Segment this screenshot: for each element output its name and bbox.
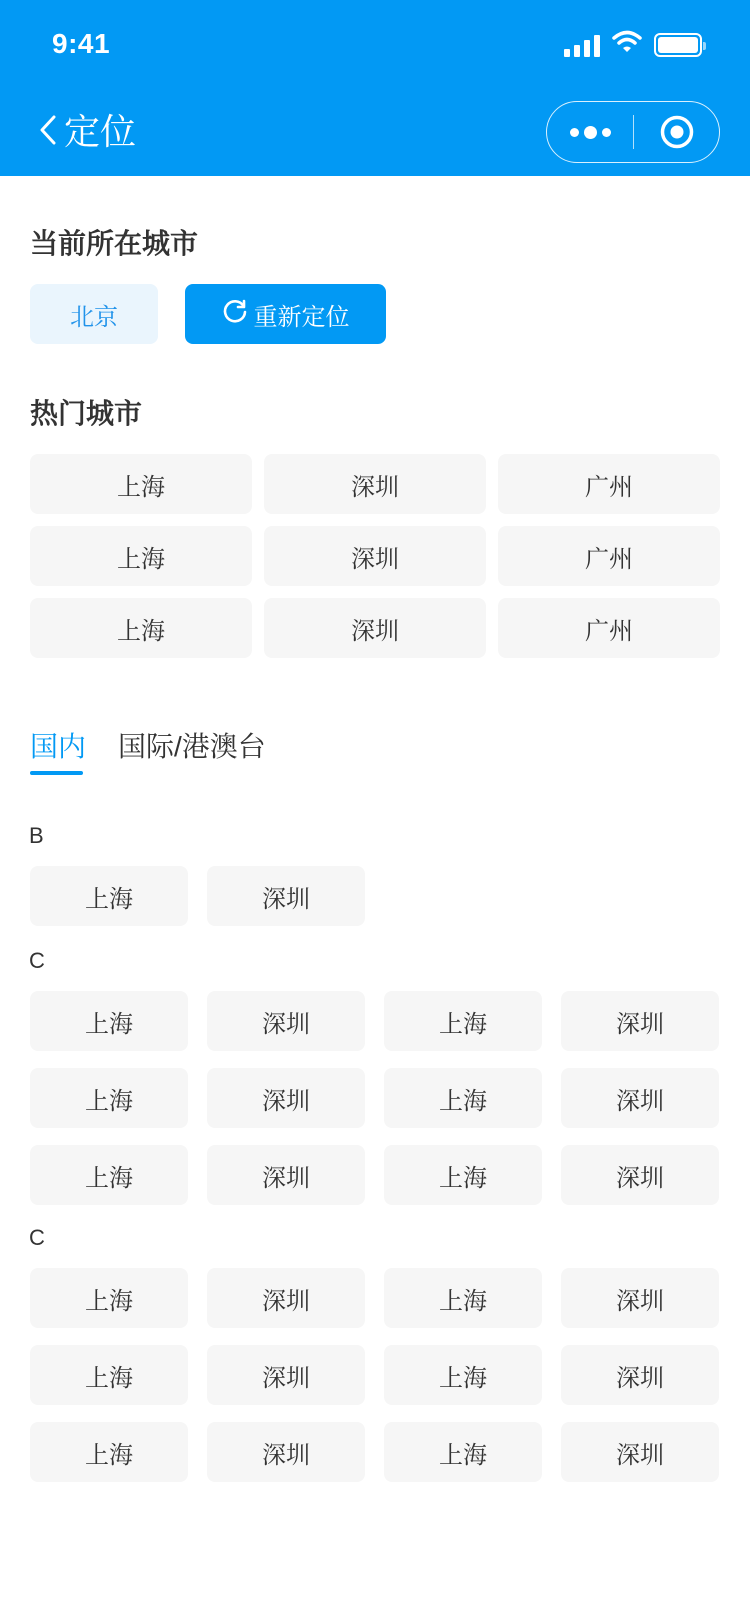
- city-button[interactable]: 上海: [384, 1268, 542, 1328]
- capsule-menu: [546, 101, 720, 163]
- city-button[interactable]: 上海: [30, 1268, 188, 1328]
- city-button[interactable]: 深圳: [207, 991, 365, 1051]
- tab-international[interactable]: 国际/港澳台: [118, 731, 266, 762]
- back-arrow-icon: [38, 114, 58, 151]
- refresh-icon: [222, 298, 248, 331]
- city-button[interactable]: 上海: [30, 1068, 188, 1128]
- city-group-grid: [30, 991, 720, 1205]
- hot-city-button[interactable]: 上海: [30, 526, 252, 586]
- city-button[interactable]: 深圳: [561, 1068, 719, 1128]
- hot-city-button[interactable]: 广州: [498, 454, 720, 514]
- group-letter: B: [29, 823, 44, 848]
- city-button[interactable]: 上海: [30, 1422, 188, 1482]
- page-title: 定位: [64, 111, 137, 152]
- city-button[interactable]: 深圳: [561, 1145, 719, 1205]
- close-circle-icon[interactable]: [634, 102, 719, 162]
- city-button[interactable]: 上海: [384, 1422, 542, 1482]
- city-button[interactable]: 上海: [384, 1145, 542, 1205]
- hot-cities-grid: [30, 454, 720, 658]
- relocate-label: 重新定位: [253, 303, 350, 331]
- city-button[interactable]: 上海: [30, 1345, 188, 1405]
- wifi-icon: [612, 30, 642, 59]
- status-icons: [564, 30, 702, 59]
- header: [0, 0, 750, 176]
- city-button[interactable]: 上海: [30, 1145, 188, 1205]
- city-button[interactable]: 上海: [384, 1068, 542, 1128]
- status-time: 9:41: [52, 28, 111, 59]
- city-group-grid: [30, 1268, 720, 1482]
- relocate-button[interactable]: [185, 284, 386, 344]
- city-button[interactable]: 深圳: [207, 866, 365, 926]
- hot-city-button[interactable]: 上海: [30, 454, 252, 514]
- city-button[interactable]: 上海: [384, 1345, 542, 1405]
- nav-bar: [0, 96, 750, 168]
- group-letter: C: [29, 1225, 45, 1250]
- hot-city-button[interactable]: 深圳: [264, 454, 486, 514]
- current-city-title: 当前所在城市: [30, 228, 199, 259]
- hot-city-button[interactable]: 广州: [498, 526, 720, 586]
- hot-city-button[interactable]: 深圳: [264, 526, 486, 586]
- city-button[interactable]: 深圳: [207, 1145, 365, 1205]
- signal-icon: [564, 33, 600, 57]
- group-letter: C: [29, 948, 45, 973]
- active-tab-indicator: [30, 771, 83, 775]
- more-icon[interactable]: [547, 102, 633, 162]
- city-button[interactable]: 深圳: [561, 1345, 719, 1405]
- city-button[interactable]: 深圳: [561, 1268, 719, 1328]
- battery-icon: [654, 33, 702, 57]
- city-button[interactable]: 深圳: [207, 1068, 365, 1128]
- city-group-grid: [30, 866, 720, 926]
- tab-domestic[interactable]: 国内: [30, 731, 87, 762]
- city-button[interactable]: 深圳: [207, 1345, 365, 1405]
- city-button[interactable]: 深圳: [561, 991, 719, 1051]
- hot-cities-title: 热门城市: [30, 398, 143, 429]
- hot-city-button[interactable]: 上海: [30, 598, 252, 658]
- city-button[interactable]: 上海: [30, 866, 188, 926]
- city-button[interactable]: 深圳: [207, 1268, 365, 1328]
- hot-city-button[interactable]: 广州: [498, 598, 720, 658]
- city-button[interactable]: 上海: [384, 991, 542, 1051]
- status-bar: [0, 0, 750, 88]
- city-button[interactable]: 深圳: [207, 1422, 365, 1482]
- city-button[interactable]: 深圳: [561, 1422, 719, 1482]
- hot-city-button[interactable]: 深圳: [264, 598, 486, 658]
- city-button[interactable]: 上海: [30, 991, 188, 1051]
- current-city-button[interactable]: 北京: [30, 284, 158, 344]
